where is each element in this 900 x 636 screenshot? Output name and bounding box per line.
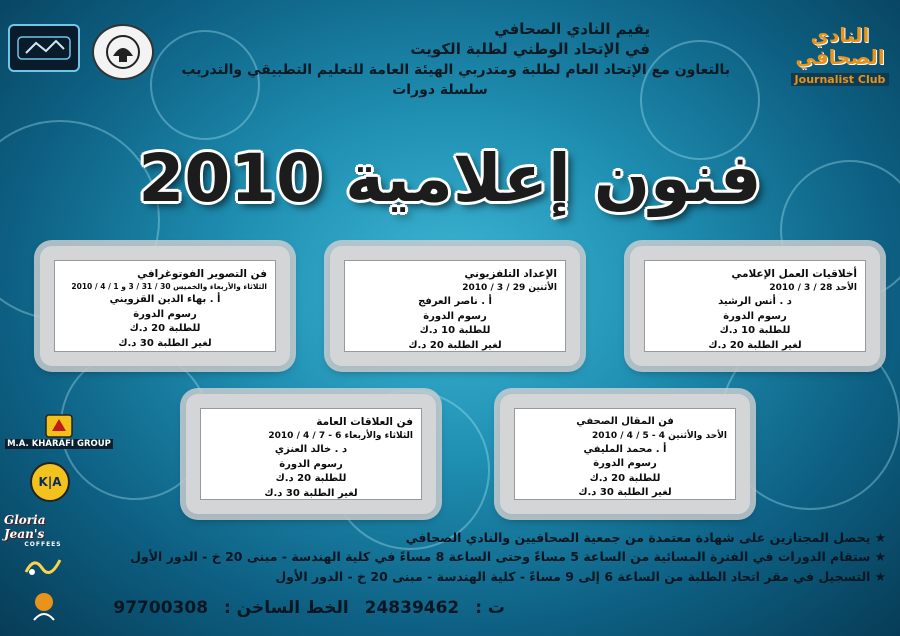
kuwait-union-emblem <box>92 24 154 80</box>
card-fee-others: لغير الطلبة 30 د.ك <box>118 337 212 349</box>
card-date: الثلاثاء والأربعاء 6 - 7 / 4 / 2010 <box>268 431 413 442</box>
card-title: فن العلاقات العامة <box>316 416 413 428</box>
kharafi-logo <box>4 408 114 454</box>
header <box>160 20 730 98</box>
card-fee-students: للطلبة 10 د.ك <box>419 325 491 337</box>
header-line-3: بالتعاون مع الإتحاد العام لطلبة ومتدربي الهيئة العامة للتعليم التطبيقي والتدريب <box>181 62 730 78</box>
note-item: ★ ستقام الدورات في الفترة المسائية من الساعة 5 مساءً وحتى الساعة 8 مساءً في كلية الهندسة - مبنى 20 خ - الدور الأول <box>130 549 886 565</box>
card-fee-others: لغير الطلبة 30 د.ك <box>578 487 672 499</box>
card-title: فن المقال الصحفي <box>576 416 674 427</box>
card-title: فن التصوير الفوتوغرافي <box>137 268 267 280</box>
card-instructor: أ . ناصر العرفج <box>418 296 492 308</box>
journalist-club-english: Journalist Club <box>791 73 890 86</box>
card-fee-students: للطلبة 20 د.ك <box>275 473 347 485</box>
gloria-jeans-sublabel: COFFEES <box>24 540 62 548</box>
hotline-label: الخط الساخن : <box>223 598 349 618</box>
course-card-5 <box>200 408 422 500</box>
sponsor-logo-5 <box>22 586 66 626</box>
card-fees-label: رسوم الدورة <box>723 310 787 322</box>
header-line-4: سلسلة دورات <box>392 82 488 98</box>
note-text: ستقام الدورات في الفترة المسائية من الساعة 5 مساءً وحتى الساعة 8 مساءً في كلية الهندسة - مبنى 20 خ - الدور الأول <box>130 549 871 565</box>
card-fee-students: للطلبة 20 د.ك <box>589 472 661 484</box>
card-instructor: د . خالد العنزي <box>274 444 348 456</box>
course-card-4-frame <box>500 394 750 514</box>
card-fees-label: رسوم الدورة <box>423 310 487 322</box>
course-card-5-frame <box>186 394 436 514</box>
ka-logo <box>30 462 70 502</box>
hotline-number: 97700308 <box>113 598 209 618</box>
card-instructor: أ . بهاء الدين القزويني <box>109 294 221 306</box>
course-card-3-frame <box>40 246 290 366</box>
note-text: يحصل المجتازين على شهادة معتمدة من جمعية الصحافيين والنادي الصحافي <box>405 530 871 545</box>
journalist-club-logo <box>790 24 890 86</box>
main-title: فنون إعلامية 2010 <box>138 140 762 217</box>
card-fees-label: رسوم الدورة <box>133 308 197 320</box>
card-fee-others: لغير الطلبة 30 د.ك <box>264 487 358 499</box>
union-logo <box>8 24 80 72</box>
card-date: الأحد 28 / 3 / 2010 <box>769 283 857 294</box>
course-card-1 <box>644 260 866 352</box>
course-card-3 <box>54 260 276 352</box>
ka-label: K|A <box>38 475 62 489</box>
card-fees-label: رسوم الدورة <box>593 458 657 470</box>
course-card-1-frame <box>630 246 880 366</box>
card-fee-students: للطلبة 10 د.ك <box>719 325 791 337</box>
notes <box>26 528 886 586</box>
card-title: أخلاقيات العمل الإعلامي <box>731 268 857 280</box>
course-card-2-frame <box>330 246 580 366</box>
card-fee-others: لغير الطلبة 20 د.ك <box>708 339 802 351</box>
card-title: الإعداد التلفزيوني <box>464 268 557 280</box>
note-item: ★ يحصل المجتازين على شهادة معتمدة من جمعية الصحافيين والنادي الصحافي <box>405 530 886 545</box>
card-instructor: أ . محمد المليفي <box>583 443 667 455</box>
course-card-4 <box>514 408 736 500</box>
card-date: الأثنين 29 / 3 / 2010 <box>462 283 557 294</box>
card-fee-students: للطلبة 20 د.ك <box>129 323 201 335</box>
course-card-2 <box>344 260 566 352</box>
card-fee-others: لغير الطلبة 20 د.ك <box>408 339 502 351</box>
card-fees-label: رسوم الدورة <box>279 458 343 470</box>
note-item: ★ التسجيل في مقر اتحاد الطلبة من الساعة 6 إلى 9 مساءً - كلية الهندسة - مبنى 20 خ - الدور الأول <box>275 568 886 584</box>
note-text: التسجيل في مقر اتحاد الطلبة من الساعة 6 إلى 9 مساءً - كلية الهندسة - مبنى 20 خ - الدور الأول <box>275 568 871 584</box>
header-line-1: يقيم النادي الصحافي <box>494 20 650 38</box>
card-date: الثلاثاء والأربعاء والخميس 30 / 31 / 3 و 1 / 4 / 2010 <box>71 282 267 292</box>
phone-number: 24839462 <box>364 598 460 618</box>
phone-label: ت : <box>475 598 505 618</box>
card-date: الأحد والأثنين 4 - 5 / 4 / 2010 <box>592 430 727 441</box>
contact-line <box>103 598 505 618</box>
header-line-2: في الإتحاد الوطني لطلبة الكويت <box>410 40 650 58</box>
journalist-club-arabic: النادي الصحافي <box>795 23 885 69</box>
gloria-jeans-label: Gloria Jean's <box>4 512 46 541</box>
card-instructor: د . أنس الرشيد <box>718 296 792 308</box>
kharafi-label: M.A. KHARAFI GROUP <box>7 439 111 449</box>
